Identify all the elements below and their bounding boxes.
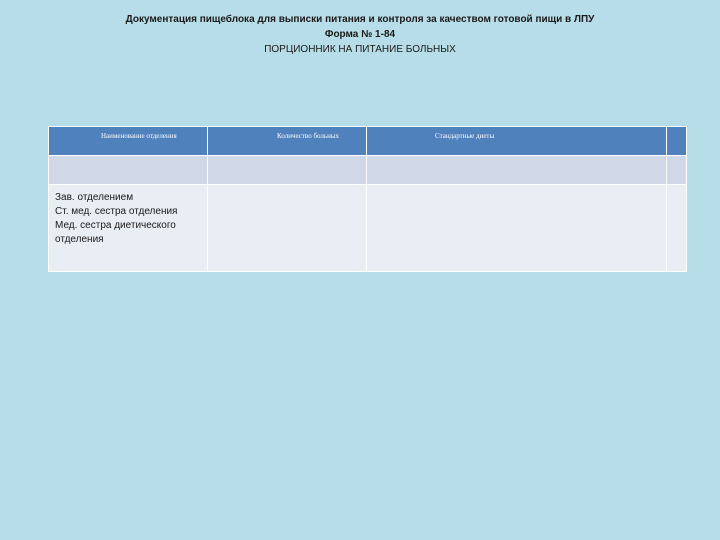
table-cell[interactable]: [208, 185, 367, 272]
column-header-standard-diets: Стандартные диеты: [367, 127, 667, 156]
column-header-extra: [667, 127, 687, 156]
table-cell[interactable]: [49, 156, 208, 185]
table-cell-signatories[interactable]: [49, 185, 208, 272]
table-header-row: [49, 127, 687, 156]
column-header-department: Наименование отделения: [49, 127, 208, 156]
table-cell[interactable]: [367, 185, 667, 272]
document-subtitle: ПОРЦИОННИК НА ПИТАНИЕ БОЛЬНЫХ: [264, 44, 456, 55]
table-cell[interactable]: [367, 156, 667, 185]
column-header-patient-count: Количество больных: [208, 127, 367, 156]
signatory-senior-nurse: Ст. мед. сестра отделения: [55, 206, 178, 217]
signatory-head: Зав. отделением: [55, 192, 134, 203]
table-row: [49, 185, 687, 272]
form-number: Форма № 1-84: [324, 29, 396, 40]
table-cell[interactable]: [667, 185, 687, 272]
table-cell[interactable]: [667, 156, 687, 185]
portion-table: [48, 126, 687, 272]
signatory-list: [49, 185, 207, 247]
signatory-diet-nurse-cont: отделения: [55, 234, 104, 245]
document-header: [0, 12, 720, 57]
document-title: Документация пищеблока для выписки питания и контроля за качеством готовой пищи в ЛПУ: [125, 14, 595, 25]
table-row: [49, 156, 687, 185]
signatory-diet-nurse: Мед. сестра диетического: [55, 220, 176, 231]
table-cell[interactable]: [208, 156, 367, 185]
